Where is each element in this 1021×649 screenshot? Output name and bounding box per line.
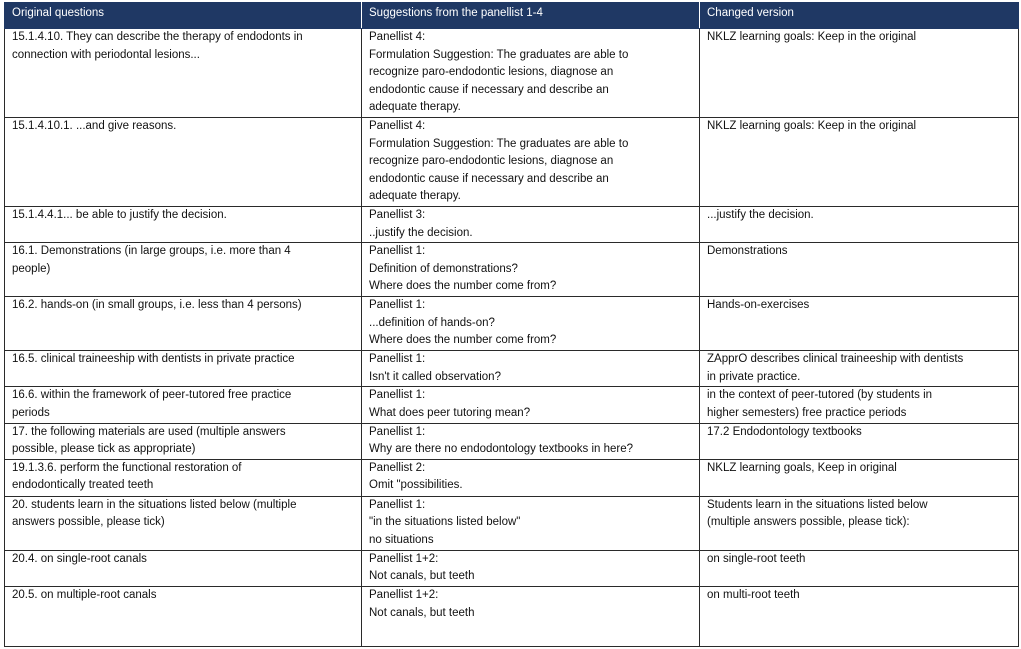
original-question-cell [5,297,362,351]
cell-text-line: Not canals, but teeth [369,606,475,619]
cell-text-line: Hands-on-exercises [707,299,810,312]
original-question-cell [5,423,362,459]
cell-text-line: 16.1. Demonstrations (in large groups, i.e. more than 4 [12,245,291,258]
cell-text-line: Where does the number come from? [369,334,557,347]
header-changed-version: Changed version [700,3,1019,29]
panellist-suggestion-cell [362,29,700,118]
cell-text-line: 16.2. hands-on (in small groups, i.e. less than 4 persons) [12,299,302,312]
cell-text-line: NKLZ learning goals, Keep in original [707,461,897,474]
header-suggestions: Suggestions from the panellist 1-4 [362,3,700,29]
table-row [5,243,1019,297]
cell-text-line: periods [12,406,50,419]
table-row [5,118,1019,207]
cell-text-line: 15.1.4.10.1. ...and give reasons. [12,120,177,132]
table-row [5,496,1019,550]
cell-text-line: "in the situations listed below" [369,516,521,529]
cell-text-line: possible, please tick as appropriate) [12,443,196,456]
cell-text-line: Demonstrations [707,245,788,258]
original-question-cell [5,207,362,243]
cell-text-line: 17.2 Endodontology textbooks [707,425,862,438]
original-question-cell [5,118,362,207]
cell-text-line: adequate therapy. [369,190,461,203]
cell-text-line: on single-root teeth [707,552,806,565]
cell-text-line: 20. students learn in the situations listed below (multiple [12,498,297,511]
changed-version-cell [700,423,1019,459]
original-question-cell [5,29,362,118]
changed-version-cell [700,29,1019,118]
cell-text-line: Formulation Suggestion: The graduates are able to [369,137,629,150]
cell-text-line: 17. the following materials are used (multiple answers [12,425,286,438]
cell-text-line: Panellist 3: [369,209,426,221]
cell-text-line: Not canals, but teeth [369,570,475,583]
changed-version-cell [700,351,1019,387]
table-body [5,29,1019,647]
cell-text-line: Panellist 2: [369,461,426,474]
original-question-cell [5,496,362,550]
changed-version-cell [700,207,1019,243]
panellist-suggestion-cell [362,423,700,459]
cell-text-line: recognize paro-endodontic lesions, diagnose an [369,66,614,79]
panellist-suggestion-cell [362,243,700,297]
cell-text-line: ..justify the decision. [369,226,473,239]
cell-text-line: Why are there no endodontology textbooks in here? [369,443,634,456]
cell-text-line: 16.5. clinical traineeship with dentists in private practice [12,353,295,366]
cell-text-line: endodontic cause if necessary and describe an [369,83,609,96]
table-row [5,351,1019,387]
original-question-cell [5,243,362,297]
cell-text-line: What does peer tutoring mean? [369,406,531,419]
cell-text-line: ...definition of hands-on? [369,316,495,329]
panellist-suggestion-cell [362,351,700,387]
cell-text-line: higher semesters) free practice periods [707,406,907,419]
panellist-suggestion-cell [362,387,700,423]
cell-text-line: Panellist 1: [369,498,426,511]
cell-text-line: NKLZ learning goals: Keep in the original [707,120,917,132]
changed-version-cell [700,243,1019,297]
cell-text-line: NKLZ learning goals: Keep in the original [707,31,917,43]
cell-text-line: Panellist 4: [369,31,426,43]
table-row [5,459,1019,496]
cell-text-line: Panellist 1: [369,245,426,258]
cell-text-line: 19.1.3.6. perform the functional restoration of [12,461,242,474]
cell-text-line: endodontic cause if necessary and describe an [369,172,609,185]
cell-text-line: 16.6. within the framework of peer-tutored free practice [12,389,292,402]
changed-version-cell [700,387,1019,423]
table-row [5,550,1019,586]
panellist-suggestion-cell [362,586,700,646]
header-original-questions: Original questions [5,3,362,29]
panellist-suggestion-cell [362,297,700,351]
cell-text-line: Panellist 1: [369,353,426,366]
changed-version-cell [700,459,1019,496]
cell-text-line: Panellist 4: [369,120,426,132]
table-row [5,29,1019,118]
cell-text-line: ...justify the decision. [707,209,814,221]
original-question-cell [5,586,362,646]
changed-version-cell [700,297,1019,351]
table-row [5,423,1019,459]
original-question-cell [5,459,362,496]
panellist-suggestion-cell [362,550,700,586]
cell-text-line: Students learn in the situations listed below [707,498,928,511]
cell-text-line: connection with periodontal lesions... [12,48,200,61]
comparison-table [4,2,1019,647]
cell-text-line: Isn't it called observation? [369,370,501,383]
cell-text-line: Definition of demonstrations? [369,262,518,275]
cell-text-line: Panellist 1+2: [369,552,439,565]
original-question-cell [5,387,362,423]
cell-text-line: no situations [369,533,434,546]
cell-text-line: Panellist 1: [369,389,426,402]
panellist-suggestion-cell [362,118,700,207]
original-question-cell [5,550,362,586]
table-row [5,387,1019,423]
cell-text-line: endodontically treated teeth [12,479,154,492]
table-row [5,586,1019,646]
cell-text-line: in private practice. [707,370,801,383]
cell-text-line: Where does the number come from? [369,280,557,293]
cell-text-line: Omit "possibilities. [369,479,463,492]
cell-text-line: recognize paro-endodontic lesions, diagnose an [369,155,614,168]
table-row [5,297,1019,351]
cell-text-line: adequate therapy. [369,101,461,114]
cell-text-line: on multi-root teeth [707,588,800,601]
original-question-cell [5,351,362,387]
cell-text-line: people) [12,262,51,275]
panellist-suggestion-cell [362,207,700,243]
changed-version-cell [700,118,1019,207]
cell-text-line: Formulation Suggestion: The graduates are able to [369,48,629,61]
changed-version-cell [700,550,1019,586]
cell-text-line: 20.4. on single-root canals [12,552,147,565]
cell-text-line: Panellist 1: [369,425,426,438]
cell-text-line: (multiple answers possible, please tick): [707,516,910,529]
cell-text-line: Panellist 1+2: [369,588,439,601]
changed-version-cell [700,496,1019,550]
table-row [5,207,1019,243]
changed-version-cell [700,586,1019,646]
header-row [5,3,1019,29]
panellist-suggestion-cell [362,459,700,496]
cell-text-line: Panellist 1: [369,299,426,312]
cell-text-line: 15.1.4.4.1... be able to justify the decision. [12,209,227,221]
panellist-suggestion-cell [362,496,700,550]
cell-text-line: 20.5. on multiple-root canals [12,588,157,601]
cell-text-line: answers possible, please tick) [12,516,165,529]
cell-text-line: in the context of peer-tutored (by students in [707,389,933,402]
cell-text-line: ZApprO describes clinical traineeship with dentists [707,353,964,366]
cell-text-line: 15.1.4.10. They can describe the therapy of endodonts in [12,31,303,43]
